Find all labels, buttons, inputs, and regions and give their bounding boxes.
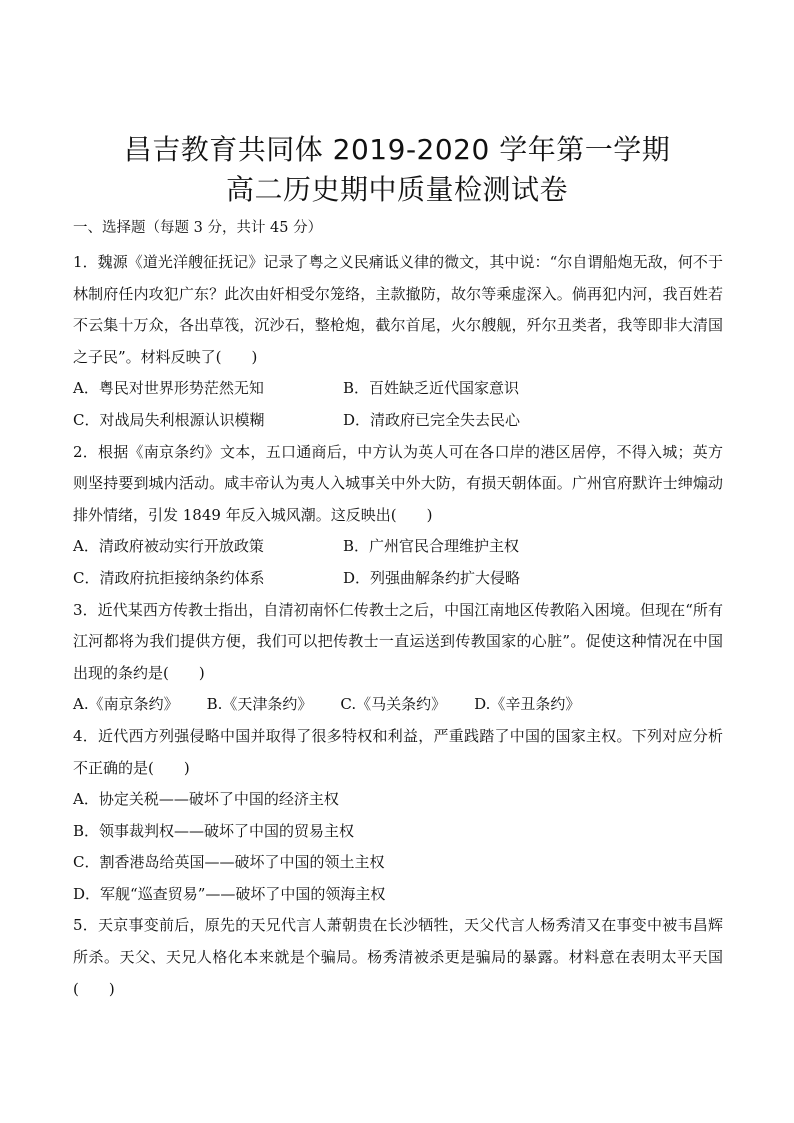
option-b: B．广州官民合理维护主权: [343, 537, 520, 556]
option-b: B.《天津条约》: [206, 695, 313, 714]
option-row: [73, 531, 723, 563]
question-stem: 2．根据《南京条约》文本，五口通商后，中方认为英人可在各口岸的港区居停，不得入城；英方则坚持要到城内活动。咸丰帝认为夷人入城事关中外大防，有损天朝体面。广州官府默许士绅煽动排外情绪，引发 1849 年反入城风潮。这反映出( ): [73, 442, 723, 524]
question-5: [73, 910, 723, 1005]
question-stem: 1．魏源《道光洋艘征抚记》记录了粤之义民痛诋义律的微文，其中说：“尔自谓船炮无敌，何不于林制府任内攻犯广东？此次由奸相受尔笼络，主款撤防，故尔等乘虚深入。倘再犯内河，我百姓若不云集十万众，各出草筏，沉沙石，整枪炮，截尔首尾，火尔艘舰，歼尔丑类者，我等即非大清国之子民”。材料反映了( ): [73, 253, 723, 366]
question-2: [73, 437, 723, 595]
option-a: A．清政府被动实行开放政策: [73, 537, 264, 556]
option-c: C.《马关条约》: [340, 695, 447, 714]
option-row: [73, 563, 723, 595]
option-b: B．百姓缺乏近代国家意识: [343, 379, 520, 398]
option-d: D．军舰“巡查贸易”——破坏了中国的领海主权: [73, 884, 386, 903]
option-a: A．协定关税——破坏了中国的经济主权: [73, 790, 339, 809]
questions-list: [73, 247, 723, 1005]
question-stem: 4．近代西方列强侵略中国并取得了很多特权和利益，严重践踏了中国的国家主权。下列对应分析不正确的是( ): [73, 726, 723, 777]
option-a: A.《南京条约》: [73, 695, 179, 714]
question-3: [73, 595, 723, 721]
exam-title-line1: 昌吉教育共同体 2019-2020 学年第一学期: [123, 133, 671, 166]
option-row: [73, 405, 723, 437]
option-row: [73, 373, 723, 405]
question-stem: 5．天京事变前后，原先的天兄代言人萧朝贵在长沙牺牲，天父代言人杨秀清又在事变中被韦昌辉所杀。天父、天兄人格化本来就是个骗局。杨秀清被杀更是骗局的暴露。材料意在表明太平天国( ): [73, 916, 723, 998]
option-row: [73, 689, 723, 721]
question-1: [73, 247, 723, 437]
option-b: B．领事裁判权——破坏了中国的贸易主权: [73, 821, 355, 840]
option-a: A．粤民对世界形势茫然无知: [73, 379, 264, 398]
exam-title-line2: 高二历史期中质量检测试卷: [225, 173, 568, 206]
question-stem: 3．近代某西方传教士指出，自清初南怀仁传教士之后，中国江南地区传教陷入困境。但现在“所有江河都将为我们提供方便，我们可以把传教士一直运送到传教国家的心脏”。促使这种情况在中国出现的条约是( ): [73, 600, 723, 682]
option-d: D.《辛丑条约》: [474, 695, 581, 714]
option-c: C．割香港岛给英国——破坏了中国的领土主权: [73, 853, 385, 872]
option-c: C．清政府抗拒接纳条约体系: [73, 568, 265, 587]
question-4: [73, 721, 723, 911]
option-d: D．列强曲解条约扩大侵略: [343, 568, 521, 587]
option-c: C．对战局失利根源认识模糊: [73, 410, 265, 429]
section-heading: 一、选择题（每题 3 分，共计 45 分）: [73, 220, 323, 236]
option-d: D．清政府已完全失去民心: [343, 410, 521, 429]
